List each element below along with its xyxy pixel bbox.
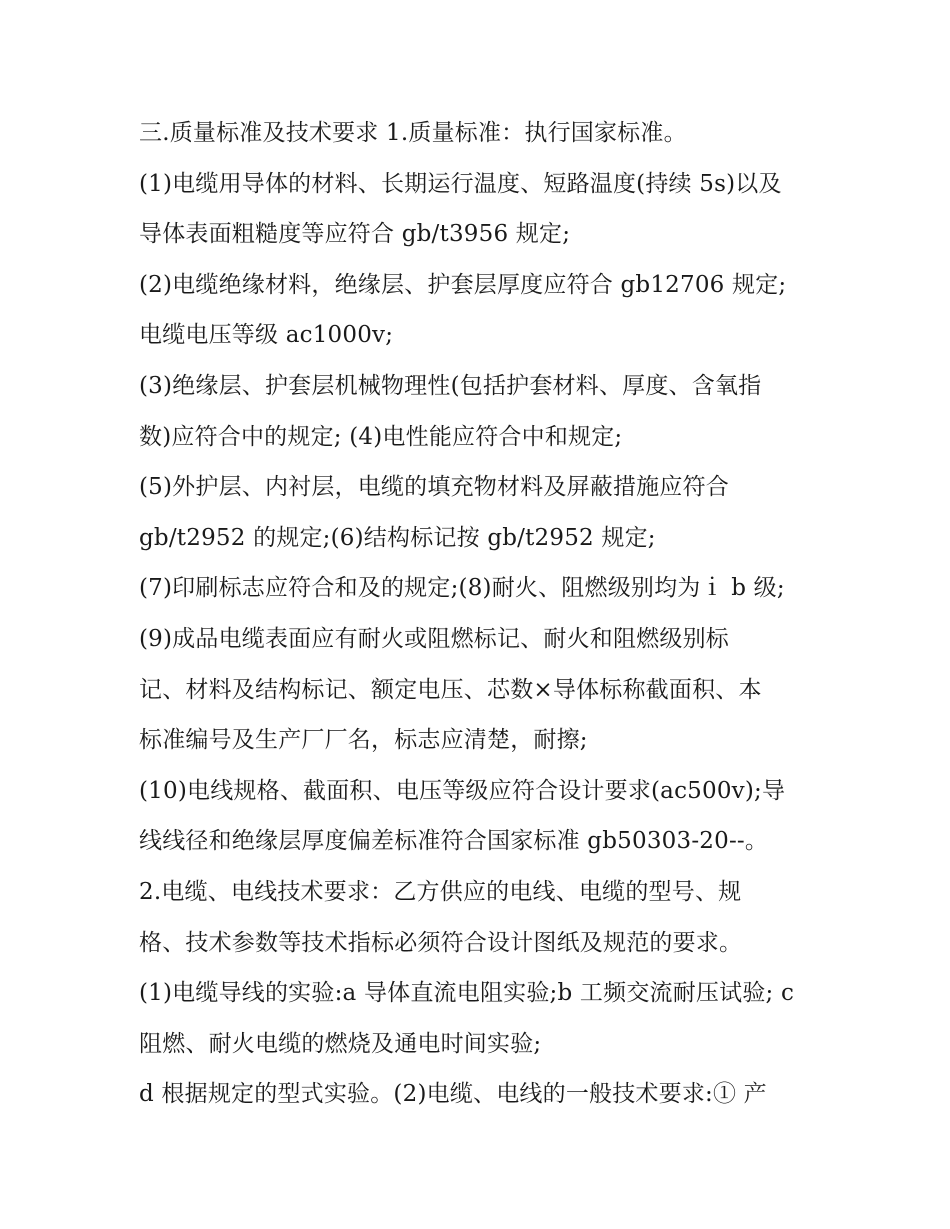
text-line: 阻燃、耐火电缆的燃烧及通电时间实验; [139,1030,542,1057]
text-line: (1)电缆导线的实验:a 导体直流电阻实验;b 工频交流耐压试验; c [139,980,795,1007]
text-line: (10)电线规格、截面积、电压等级应符合设计要求(ac500v);导 [139,777,786,804]
text-line: 电缆电压等级 ac1000v; [139,322,394,349]
text-line: d 根据规定的型式实验。(2)电缆、电线的一般技术要求:① 产 [139,1081,767,1108]
text-line: (2)电缆绝缘材料，绝缘层、护套层厚度应符合 gb12706 规定; [139,271,787,298]
text-line: (3)绝缘层、护套层机械物理性(包括护套材料、厚度、含氧指 [139,372,762,399]
text-line: 记、材料及结构标记、额定电压、芯数×导体标称截面积、本 [139,676,762,703]
text-line: gb/t2952 的规定;(6)结构标记按 gb/t2952 规定; [139,524,656,551]
text-line: (9)成品电缆表面应有耐火或阻燃标记、耐火和阻燃级别标 [139,625,729,652]
text-line: 标准编号及生产厂厂名，标志应清楚，耐擦; [139,727,588,754]
text-line: 数)应符合中的规定; (4)电性能应符合中和规定; [139,423,623,450]
text-line: 格、技术参数等技术指标必须符合设计图纸及规范的要求。 [139,929,743,956]
text-line: 线线径和绝缘层厚度偏差标准符合国家标准 gb50303-20--。 [139,828,769,855]
text-line: 三.质量标准及技术要求 1.质量标准：执行国家标准。 [139,120,687,146]
text-line: (1)电缆用导体的材料、长期运行温度、短路温度(持续 5s)以及 [139,170,782,197]
text-line: (5)外护层、内衬层，电缆的填充物材料及屏蔽措施应符合 [139,474,729,501]
text-line: (7)印刷标志应符合和及的规定;(8)耐火、阻燃级别均为ｉ b 级; [139,575,785,602]
text-line: 导体表面粗糙度等应符合 gb/t3956 规定; [139,221,571,248]
text-line: 2.电缆、电线技术要求：乙方供应的电线、电缆的型号、规 [139,878,742,905]
document-body [139,108,829,1120]
